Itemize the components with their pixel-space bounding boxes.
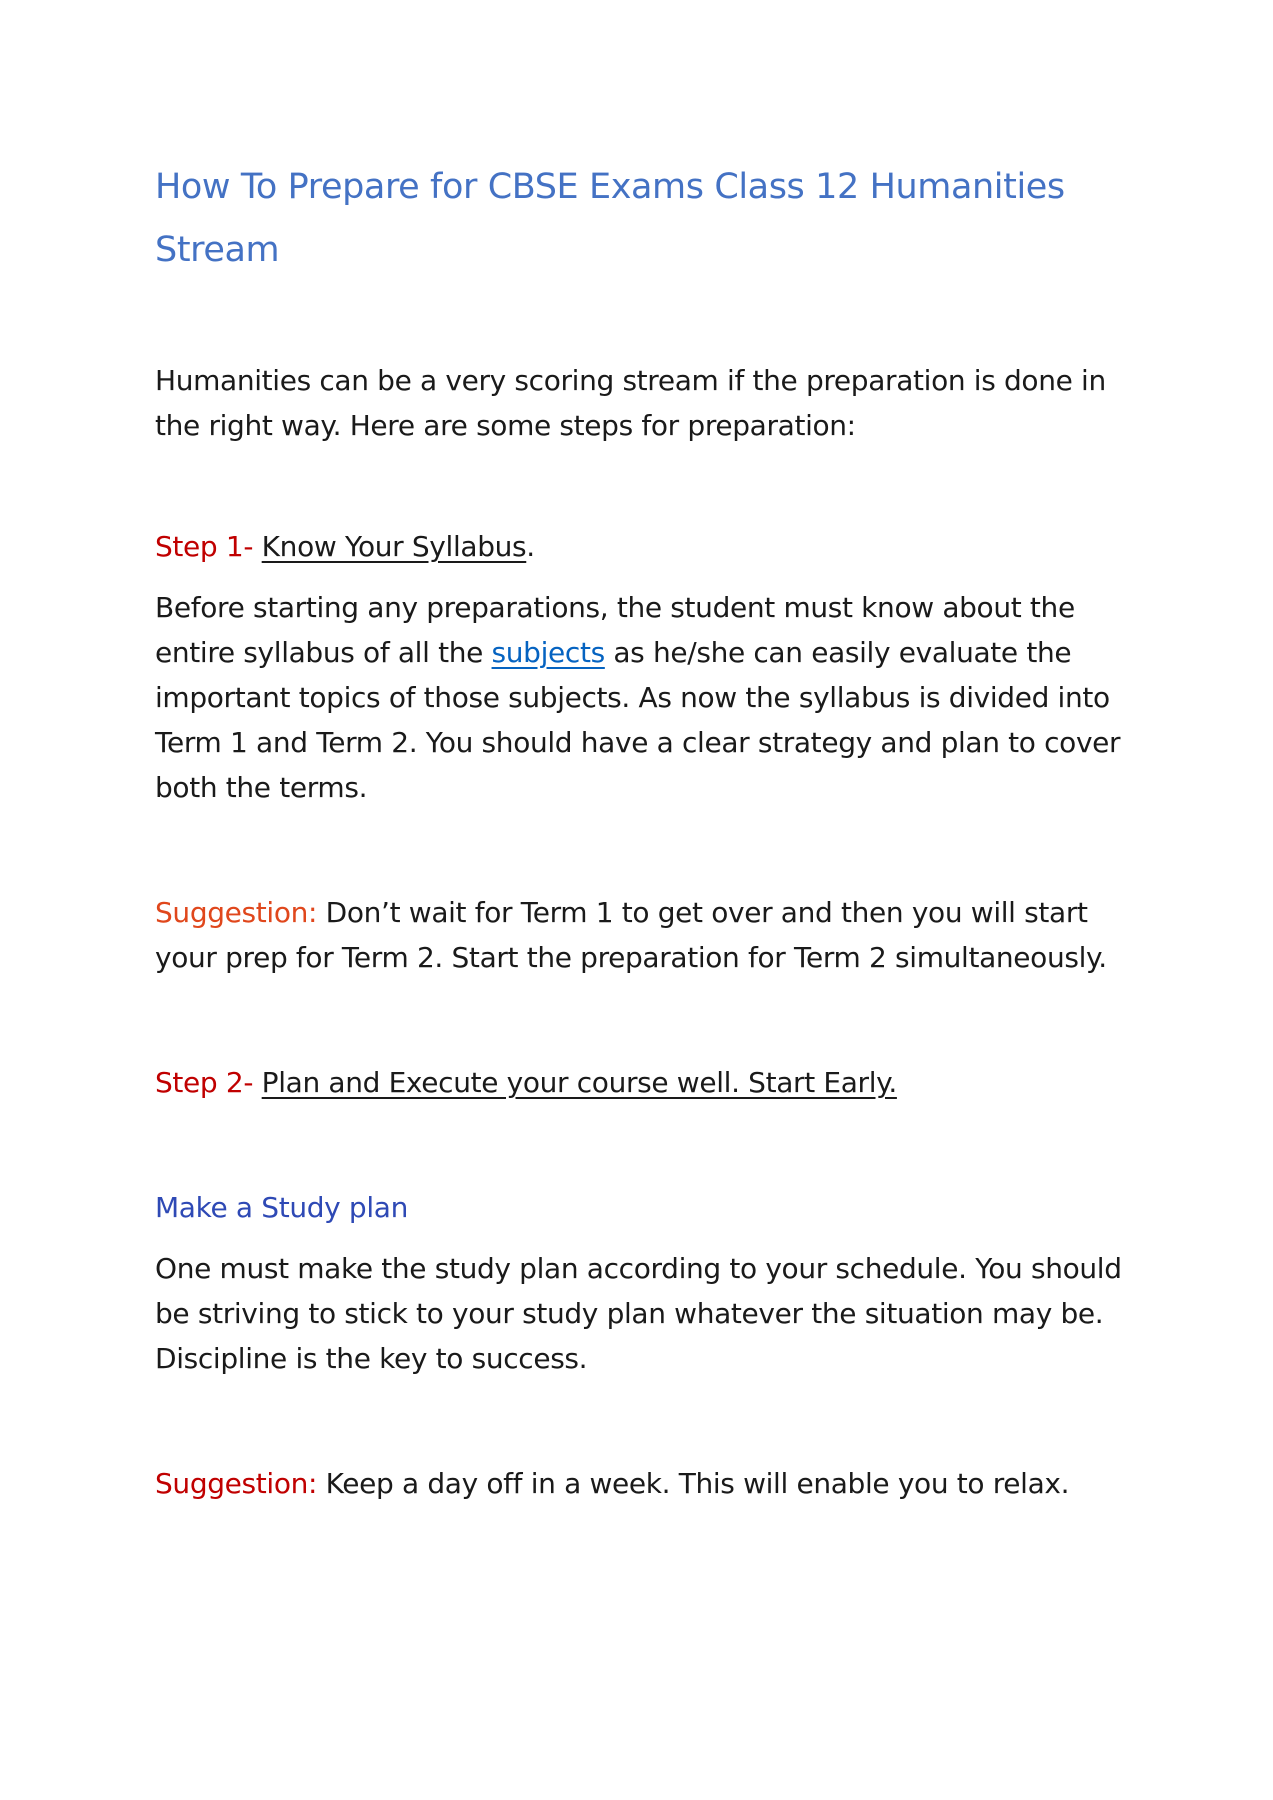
study-plan-paragraph: One must make the study plan according to your schedule. You should be striving to stick to your study plan whatever the situation may be. Discipline is the key to success. [155, 1252, 1122, 1375]
step-2-label: Step 2- [155, 1066, 262, 1099]
document-content [155, 156, 1130, 1506]
step-1-period: . [526, 530, 535, 563]
step-1-heading [155, 524, 1130, 569]
step-1-title: Know Your Syllabus [261, 530, 527, 563]
study-plan-heading: Make a Study plan [155, 1191, 408, 1224]
step-2-title: Plan and Execute your course well. Start Early. [261, 1066, 897, 1099]
step-1-label: Step 1- [155, 530, 262, 563]
suggestion-2-label: Suggestion: [155, 1467, 326, 1500]
suggestion-1-text: Don’t wait for Term 1 to get over and then you will start your prep for Term 2. Start the preparation for Term 2 simultaneously. [155, 896, 1107, 974]
step-1-text-before-link: Before starting any preparations, the student must know about the entire syllabus of all the [155, 591, 1075, 669]
suggestion-1-label: Suggestion: [155, 896, 326, 929]
step-1-paragraph [155, 585, 1130, 810]
intro-paragraph: Humanities can be a very scoring stream if the preparation is done in the right way. Here are some steps for preparation: [155, 364, 1106, 442]
step-1-text-after-link: as he/she can easily evaluate the important topics of those subjects. As now the syllabus is divided into Term 1 and Term 2. You should have a clear strategy and plan to cover both the terms. [155, 636, 1121, 804]
subjects-link[interactable]: subjects [491, 636, 605, 669]
suggestion-2-text: Keep a day off in a week. This will enable you to relax. [325, 1467, 1070, 1500]
page-title: How To Prepare for CBSE Exams Class 12 Humanities Stream [155, 167, 1065, 270]
step-2-heading [155, 1060, 1130, 1105]
suggestion-1 [155, 890, 1130, 980]
suggestion-2 [155, 1461, 1130, 1506]
